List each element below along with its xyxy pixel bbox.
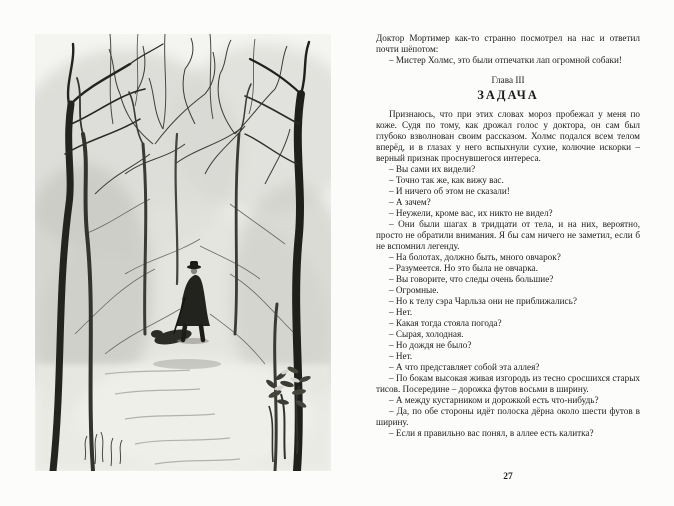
paragraph: – Какая тогда стояла погода? (389, 318, 502, 328)
paragraph: – Огромные. (389, 285, 439, 295)
paragraph: – А между кустарником и дорожкой есть что-нибудь? (389, 395, 599, 405)
chapter-heading (376, 75, 640, 101)
paragraph: – Неужели, кроме вас, их никто не видел? (389, 208, 553, 218)
paragraph: – На болотах, должно быть, много овчарок? (389, 252, 561, 262)
right-page-text-column (376, 33, 640, 439)
paragraph: – Они были шагах в тридцати от тела, и на них, вероятно, просто не обратили внимания. Я бы сам ничего не заметил, если б не вспомнил легенду. (376, 219, 640, 251)
paragraph: Доктор Мортимер как-то странно посмотрел на нас и ответил почти шёпотом: (376, 33, 640, 54)
page-number: 27 (503, 472, 513, 482)
paragraph: – Да, по обе стороны идёт полоска дёрна около шести футов в ширину. (376, 406, 640, 427)
chapter-paragraphs (376, 109, 640, 439)
paragraph: – Мистер Холмс, это были отпечатки лап огромной собаки! (389, 55, 622, 65)
paragraph: – А зачем? (389, 197, 431, 207)
book-illustration (35, 34, 331, 471)
paragraph: Признаюсь, что при этих словах мороз пробежал у меня по коже. Судя по тому, как дрожал голос у доктора, он сам был глубоко взволнован своим рассказом. Холмс подался всем телом вперёд, и в глазах у него вспыхнули сухие, колючие искорки – верный признак проснувшегося интереса. (376, 109, 640, 163)
paragraph: – Сырая, холодная. (389, 329, 464, 339)
paragraph: – Если я правильно вас понял, в аллее есть калитка? (389, 428, 594, 438)
paragraph: – По бокам высокая живая изгородь из тесно сросшихся старых тисов. Посередине – дорожка футов восьми в ширину. (376, 373, 640, 394)
paragraph: – Вы говорите, что следы очень большие? (389, 274, 554, 284)
paragraph: – Разумеется. Но это была не овчарка. (389, 263, 538, 273)
paragraph: – И ничего об этом не сказали! (389, 186, 510, 196)
water-reflection (153, 359, 221, 369)
pre-chapter-paragraphs (376, 33, 640, 66)
paragraph: – Но к телу сэра Чарльза они не приближались? (389, 296, 577, 306)
paragraph: – Нет. (389, 307, 413, 317)
chapter-title: ЗАДАЧА (477, 88, 539, 102)
moor-scene-illustration (35, 34, 331, 471)
paragraph: – Нет. (389, 351, 413, 361)
paragraph: – А что представляет собой эта аллея? (389, 362, 540, 372)
paragraph: – Вы сами их видели? (389, 164, 476, 174)
paragraph: – Точно так же, как вижу вас. (389, 175, 504, 185)
chapter-label: Глава III (491, 75, 525, 85)
paragraph: – Но дождя не было? (389, 340, 472, 350)
